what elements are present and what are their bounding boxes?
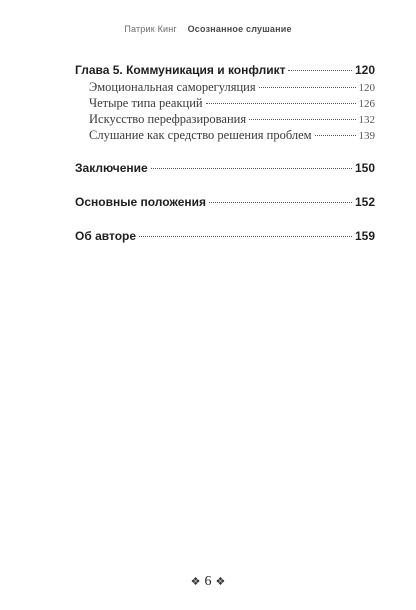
toc-key-points bbox=[75, 195, 375, 212]
toc-entry-page: 120 bbox=[354, 63, 375, 77]
toc-entry-page: 159 bbox=[354, 229, 375, 243]
spacer bbox=[75, 178, 375, 195]
dot-leader bbox=[209, 202, 352, 203]
toc-entry-page: 152 bbox=[354, 195, 375, 209]
header-book-title: Осознанное слушание bbox=[187, 24, 292, 34]
toc-conclusion bbox=[75, 161, 375, 178]
toc-entry-title: Заключение bbox=[75, 161, 148, 175]
page-number: 6 bbox=[204, 574, 212, 589]
toc-entry-title: Искусство перефразирования bbox=[89, 112, 247, 126]
header-author: Патрик Кинг bbox=[124, 24, 177, 34]
toc-entry-title: Об авторе bbox=[75, 229, 137, 243]
toc-entry-title: Эмоциональная саморегуляция bbox=[89, 80, 256, 94]
toc-section bbox=[75, 128, 375, 144]
dot-leader bbox=[139, 236, 352, 237]
toc-entry-title: Глава 5. Коммуникация и конфликт bbox=[75, 63, 286, 77]
toc-entry-page: 139 bbox=[358, 130, 375, 142]
ornament-icon: ❖ bbox=[190, 576, 201, 588]
toc-section bbox=[75, 112, 375, 128]
toc-entry-title: Четыре типа реакций bbox=[89, 96, 203, 110]
dot-leader bbox=[206, 103, 356, 104]
dot-leader bbox=[259, 87, 356, 88]
toc-entry-page: 132 bbox=[358, 114, 375, 126]
toc-about-author bbox=[75, 229, 375, 246]
toc-section bbox=[75, 80, 375, 96]
toc-section bbox=[75, 96, 375, 112]
spacer bbox=[75, 144, 375, 161]
dot-leader bbox=[249, 119, 355, 120]
running-header bbox=[0, 24, 416, 34]
toc-entry-page: 126 bbox=[358, 98, 375, 110]
dot-leader bbox=[315, 135, 356, 136]
dot-leader bbox=[151, 168, 352, 169]
toc-entry-page: 120 bbox=[358, 82, 375, 94]
page-footer bbox=[0, 574, 416, 590]
spacer bbox=[75, 212, 375, 229]
toc-entry-title: Основные положения bbox=[75, 195, 207, 209]
toc-chapter-5 bbox=[75, 63, 375, 80]
toc-entry-page: 150 bbox=[354, 161, 375, 175]
toc-entry-title: Слушание как средство решения проблем bbox=[89, 128, 312, 142]
table-of-contents bbox=[75, 63, 375, 246]
dot-leader bbox=[288, 70, 352, 71]
ornament-icon: ❖ bbox=[215, 576, 226, 588]
